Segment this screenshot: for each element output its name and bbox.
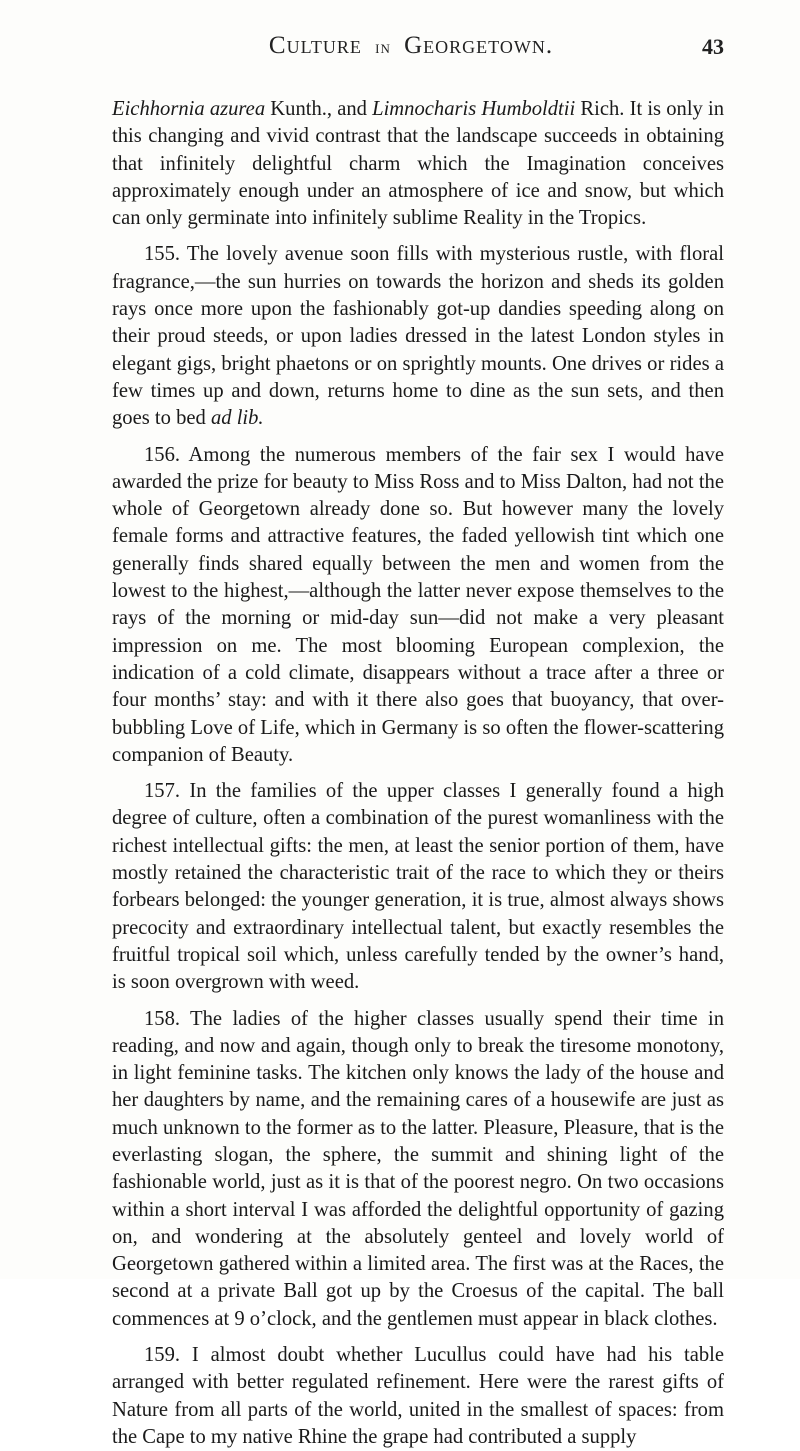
page-number: 43 [702,34,724,59]
latin-phrase: ad lib. [210,407,264,430]
paragraph-156 [112,442,724,770]
taxon-name: Limnocharis Humboldtii [372,98,576,120]
text-run: 156. Among the numerous members of the fair sex I would have awarded the prize for beauty to Miss Ross and to Miss Dalton, had not the whole of Georgetown already done so. But however many the lovely female forms and attractive features, the faded yellowish tint which one generally finds shared equally between the men and women from the lowest to the highest,—although the latter never expose themselves to the rays of the morning or mid-day sun—did not make a very pleasant impression on me. The most blooming European complexion, the indication of a cold climate, disappears without a trace after a three or four months’ stay: and with it there also goes that buoyancy, that over-bubbling Love of Life, which in Germany is so often the flower-scattering companion of Beauty. [112,443,724,766]
text-run: 157. In the families of the upper classes I generally found a high degree of culture, often a combination of the purest womanliness with the richest intellectual gifts: the men, at least the senior portion of them, have mostly retained the characteristic trait of the race to which they or theirs forbears belonged: the younger generation, it is true, almost always shows precocity and extraordinary intellectual talent, but exactly resembles the fruitful tropical soil which, unless carefully tended by the owner’s hand, is soon overgrown with weed. [112,780,724,994]
running-title-word-1: Culture [268,32,362,59]
running-title [98,32,724,60]
text-run: 159. I almost doubt whether Lucullus could have had his table arranged with better regulated refinement. Here were the rarest gifts of Nature from all parts of the world, united in the smallest of spaces: from the Cape to my native Rhine the grape had contributed a supply [112,1344,724,1448]
paragraph-158 [112,1006,724,1334]
paragraph-155 [112,241,724,432]
text-run: Kunth., and [265,98,373,120]
text-run: Rich. It is only in this changing and vivid contrast that the landscape succeeds in obtaining that infinitely delightful charm which the Imagination conceives approximately enough under an atmosphere of ice and snow, but which can only germinate into infinitely sublime Reality in the Tropics. [112,98,725,230]
running-title-word-2: in [375,37,391,58]
running-title-word-3: Georgetown. [404,32,554,59]
paragraph-157 [112,778,724,996]
running-head [98,32,724,68]
taxon-name: Eichhornia azurea [112,98,266,120]
text-run: 155. The lovely avenue soon fills with mysterious rustle, with floral fragrance,—the sun hurries on towards the horizon and sheds its golden rays once more upon the fashionably got-up dandies speeding along on their proud steeds, or upon ladies dressed in the latest London styles in elegant gigs, bright phaetons or on sprightly mounts. One drives or rides a few times up and down, returns home to dine as the sun sets, and then goes to bed [112,243,724,430]
paragraph-continuation [112,96,724,232]
paragraph-159 [112,1342,724,1451]
body-text [112,96,724,1451]
text-run: 158. The ladies of the higher classes usually spend their time in reading, and now and again, though only to break the tiresome monotony, in light feminine tasks. The kitchen only knows the lady of the house and her daughters by name, and the remaining cares of a housewife are just as much unknown to the former as to the latter. Pleasure, Pleasure, that is the everlasting slogan, the sphere, the summit and shining light of the fashionable world, just as it is that of the poorest negro. On two occasions within a short interval I was afforded the delightful opportunity of gazing on, and wondering at the absolutely genteel and lovely world of Georgetown gathered within a limited area. The first was at the Races, the second at a private Ball got up by the Croesus of the capital. The ball commences at 9 o’clock, and the gentlemen must appear in black clothes. [112,1007,724,1330]
